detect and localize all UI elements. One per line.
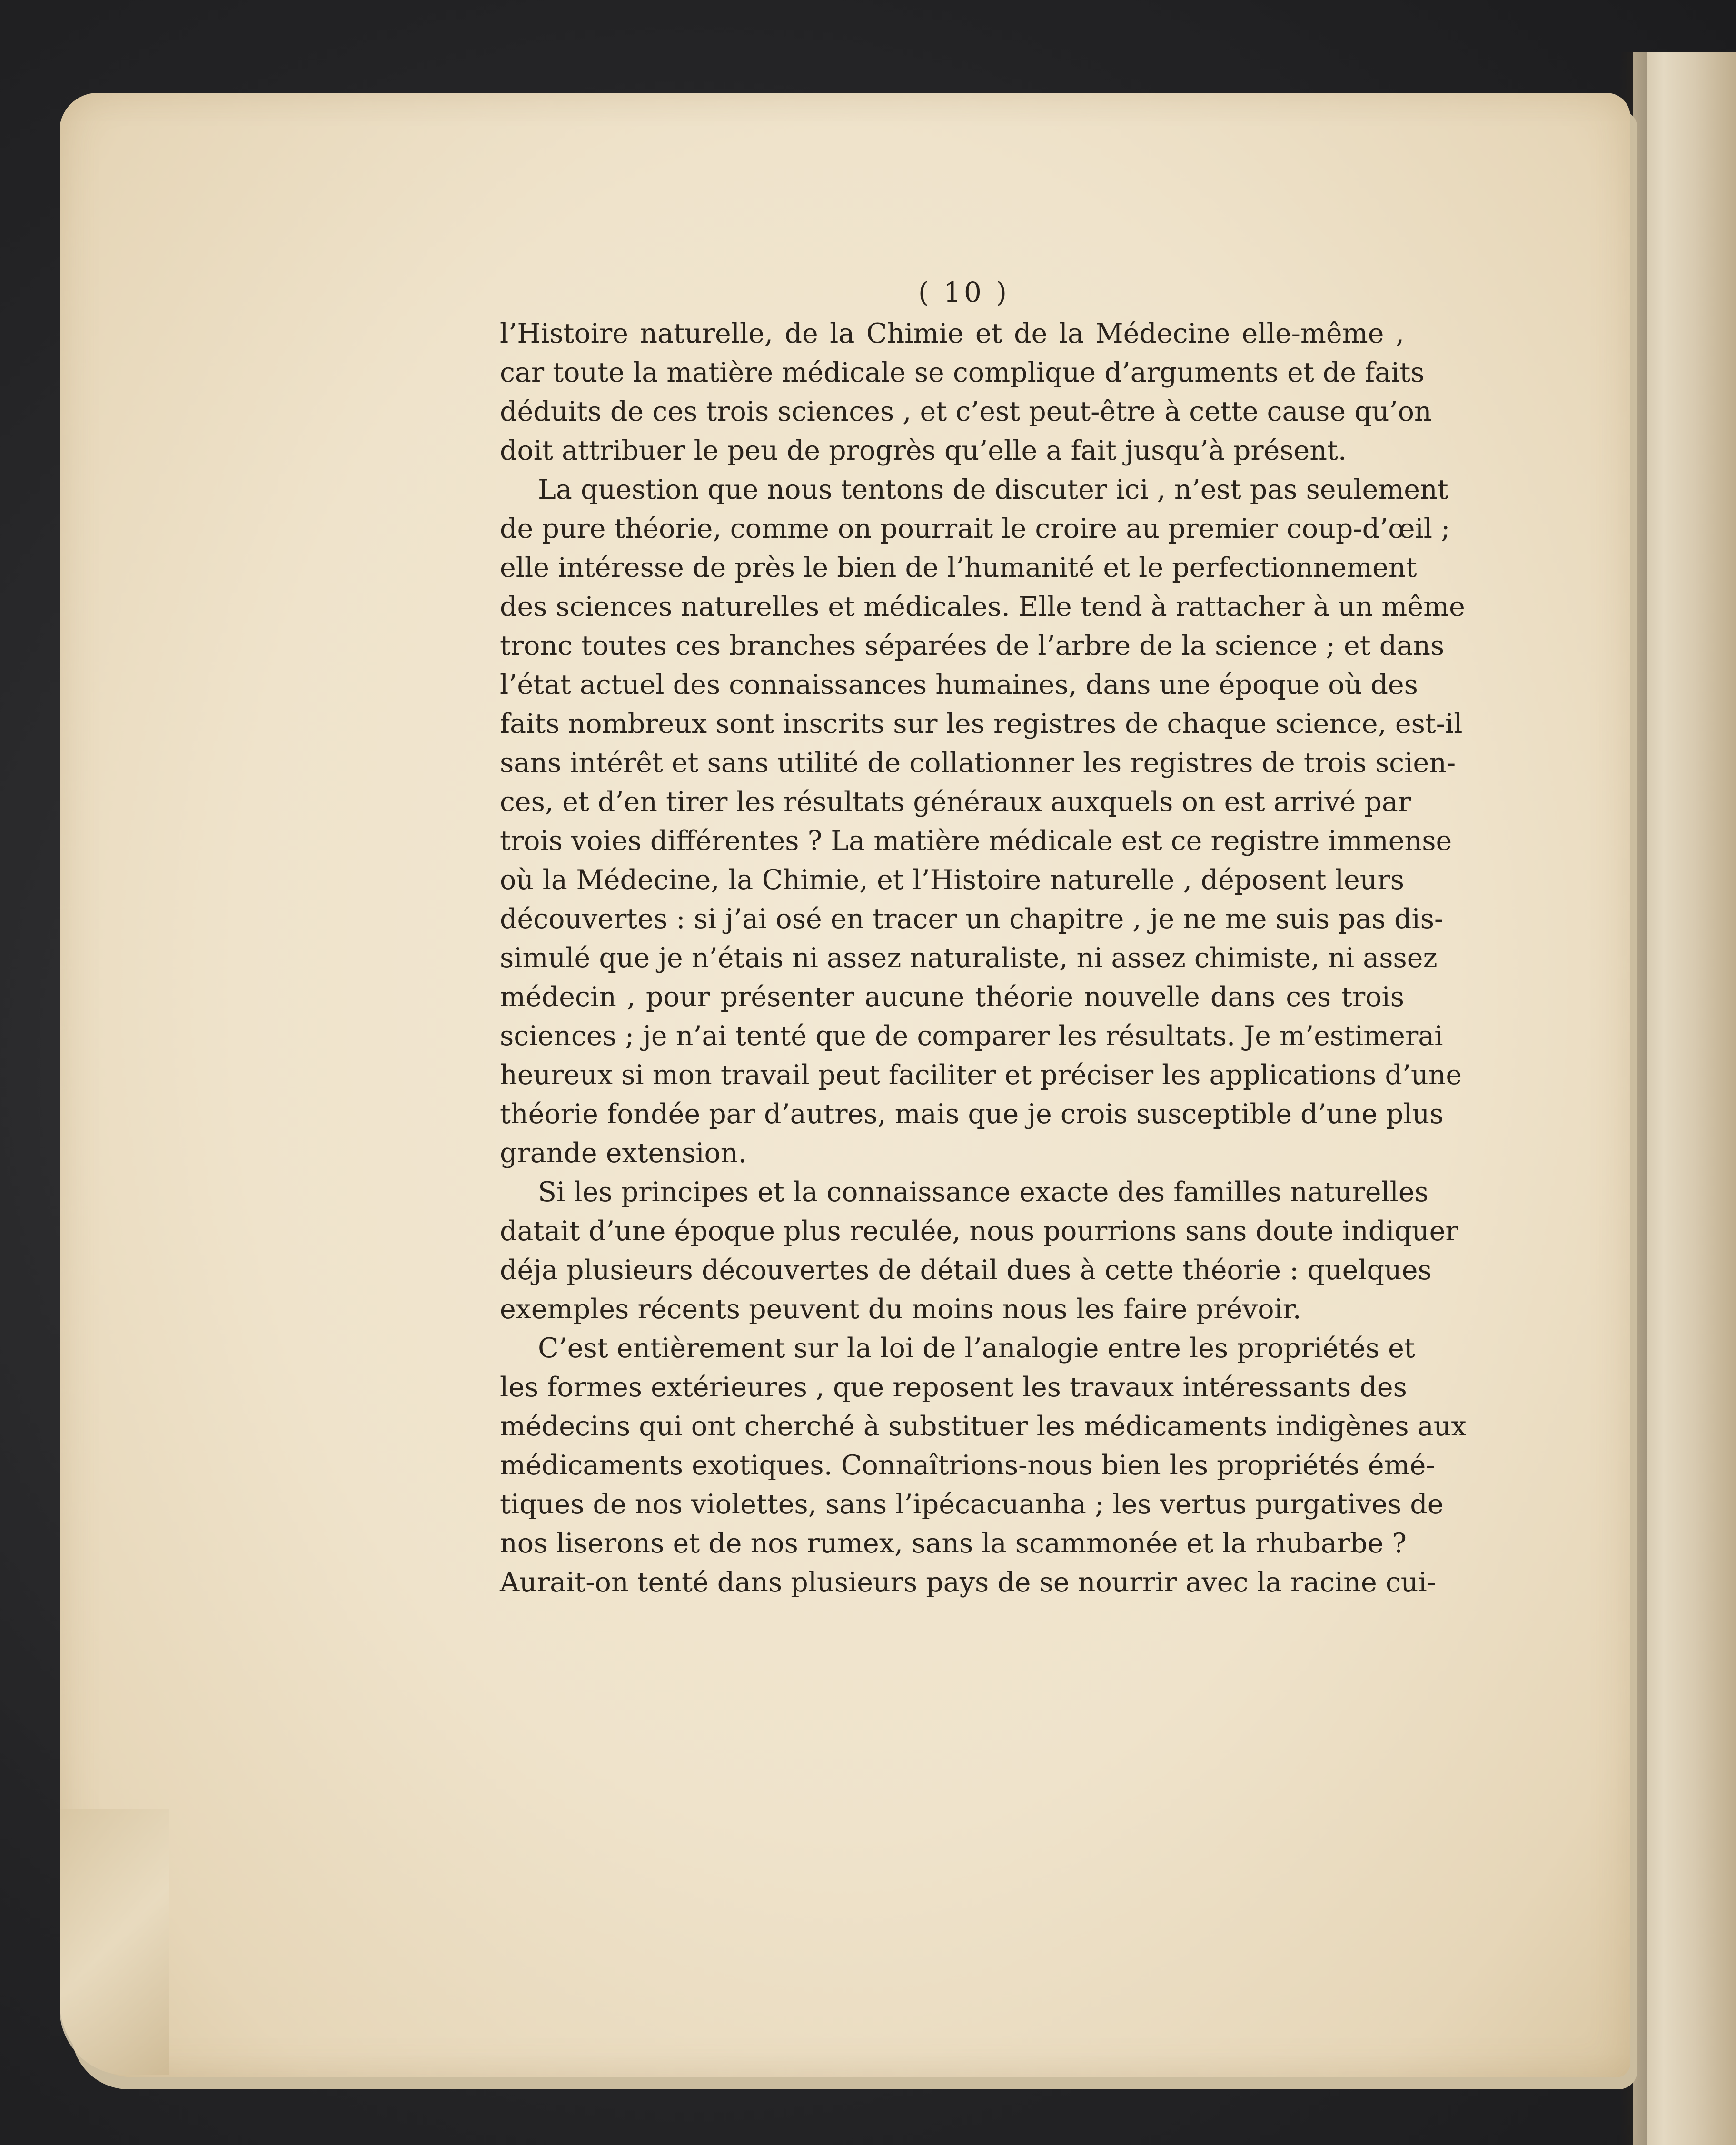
text-line: découvertes : si j’ai osé en tracer un chapitre , je ne me suis pas dis- — [500, 903, 1444, 935]
text-line: faits nombreux sont inscrits sur les registres de chaque science, est-il — [500, 708, 1463, 740]
text-line: des sciences naturelles et médicales. Elle tend à rattacher à un même — [500, 591, 1465, 623]
text-line: les formes extérieures , que reposent les travaux intéressants des — [500, 1372, 1407, 1403]
text-line: nos liserons et de nos rumex, sans la scammonée et la rhubarbe ? — [500, 1528, 1407, 1559]
page-number: ( 10 ) — [918, 276, 1010, 308]
text-line: médicaments exotiques. Connaîtrions-nous bien les propriétés émé- — [500, 1450, 1435, 1481]
text-line: exemples récents peuvent du moins nous les faire prévoir. — [500, 1294, 1301, 1325]
text-line: car toute la matière médicale se complique d’arguments et de faits — [500, 357, 1425, 388]
text-line: heureux si mon travail peut faciliter et préciser les applications d’une — [500, 1059, 1462, 1091]
text-line: l’Histoire naturelle, de la Chimie et de la Médecine elle-même , — [500, 318, 1404, 349]
text-line: La question que nous tentons de discuter ici , n’est pas seulement — [538, 474, 1448, 505]
text-line: déja plusieurs découvertes de détail dues à cette théorie : quelques — [500, 1255, 1432, 1286]
text-line: tiques de nos violettes, sans l’ipécacuanha ; les vertus purgatives de — [500, 1489, 1444, 1520]
text-line: l’état actuel des connaissances humaines, dans une époque où des — [500, 669, 1418, 701]
page-corner-fold — [60, 1809, 169, 2075]
text-line: ces, et d’en tirer les résultats généraux auxquels on est arrivé par — [500, 786, 1411, 818]
text-line: C’est entièrement sur la loi de l’analogie entre les propriétés et — [538, 1333, 1415, 1364]
text-line: médecin , pour présenter aucune théorie nouvelle dans ces trois — [500, 981, 1404, 1013]
text-line: médecins qui ont cherché à substituer les médicaments indigènes aux — [500, 1411, 1467, 1442]
text-line: datait d’une époque plus reculée, nous pourrions sans doute indiquer — [500, 1216, 1458, 1247]
paragraph — [500, 314, 1432, 470]
facing-page-edge — [1633, 52, 1736, 2145]
text-line: trois voies différentes ? La matière médicale est ce registre immense — [500, 825, 1452, 857]
text-line: simulé que je n’étais ni assez naturaliste, ni assez chimiste, ni assez — [500, 942, 1438, 974]
text-line: grande extension. — [500, 1137, 747, 1169]
text-line: elle intéresse de près le bien de l’humanité et le perfectionnement — [500, 552, 1417, 583]
text-line: sciences ; je n’ai tenté que de comparer les résultats. Je m’estimerai — [500, 1020, 1443, 1052]
page-text — [500, 314, 1467, 1602]
text-line: déduits de ces trois sciences , et c’est peut-être à cette cause qu’on — [500, 396, 1432, 427]
text-line: Aurait-on tenté dans plusieurs pays de se nourrir avec la racine cui- — [500, 1567, 1436, 1598]
paragraph — [500, 470, 1465, 1173]
text-line: de pure théorie, comme on pourrait le croire au premier coup-d’œil ; — [500, 513, 1450, 544]
paragraph — [500, 1329, 1467, 1602]
text-line: sans intérêt et sans utilité de collationner les registres de trois scien- — [500, 747, 1456, 779]
text-line: tronc toutes ces branches séparées de l’arbre de la science ; et dans — [500, 630, 1445, 662]
paragraph — [500, 1173, 1458, 1329]
text-line: théorie fondée par d’autres, mais que je crois susceptible d’une plus — [500, 1098, 1444, 1130]
text-line: doit attribuer le peu de progrès qu’elle a fait jusqu’à présent. — [500, 435, 1347, 466]
text-line: Si les principes et la connaissance exacte des familles naturelles — [538, 1176, 1428, 1208]
text-line: où la Médecine, la Chimie, et l’Histoire naturelle , déposent leurs — [500, 864, 1404, 896]
